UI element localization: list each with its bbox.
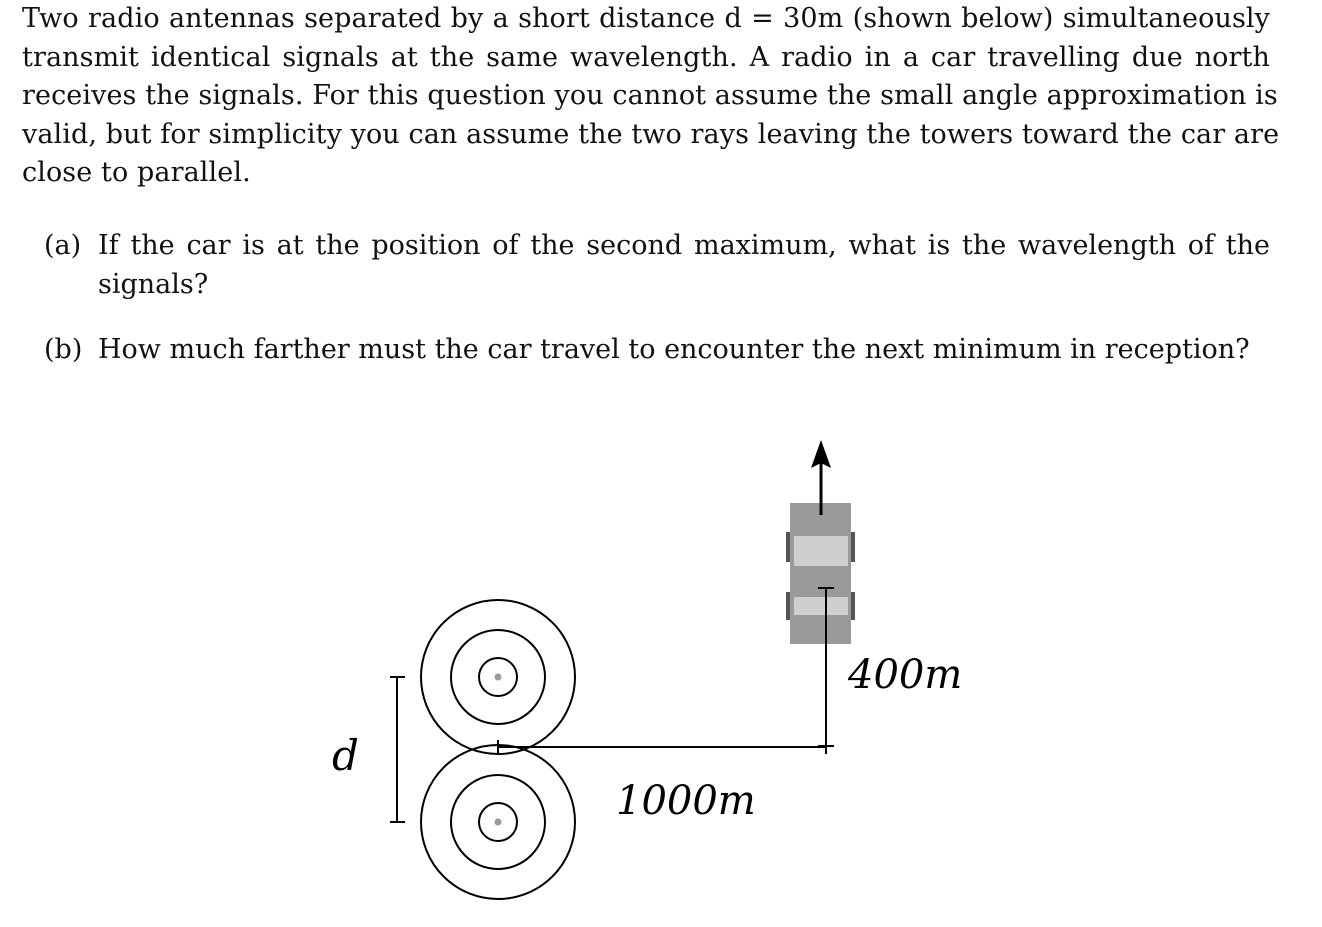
intro-line: transmit identical signals at the same wavelength. A radio in a car travelling due north <box>22 41 1270 73</box>
intro-line: receives the signals. For this question you cannot assume the small angle approximation is <box>22 80 1278 111</box>
part-a-line: If the car is at the position of the second maximum, what is the wavelength of the <box>98 230 1270 261</box>
separation-bracket <box>390 677 405 822</box>
intro-line: Two radio antennas separated by a short distance d = 30m (shown below) simultaneously <box>22 3 1270 34</box>
intro-line: valid, but for simplicity you can assume the two rays leaving the towers toward the car are <box>22 118 1280 150</box>
antenna-bottom-dot <box>495 819 502 826</box>
horizontal-distance-label: 1000m <box>616 778 756 824</box>
separation-label: d <box>332 731 359 780</box>
part-b-label: (b) <box>44 334 83 365</box>
part-a-label: (a) <box>44 230 82 261</box>
intro-line: close to parallel. <box>22 157 251 188</box>
part-b-text: How much farther must the car travel to encounter the next minimum in reception? <box>98 334 1250 365</box>
car <box>786 503 855 644</box>
vertical-distance-label: 400m <box>848 652 963 698</box>
antenna-top-dot <box>495 674 502 681</box>
horizontal-distance-line <box>498 740 826 754</box>
part-a-line: signals? <box>98 268 209 300</box>
